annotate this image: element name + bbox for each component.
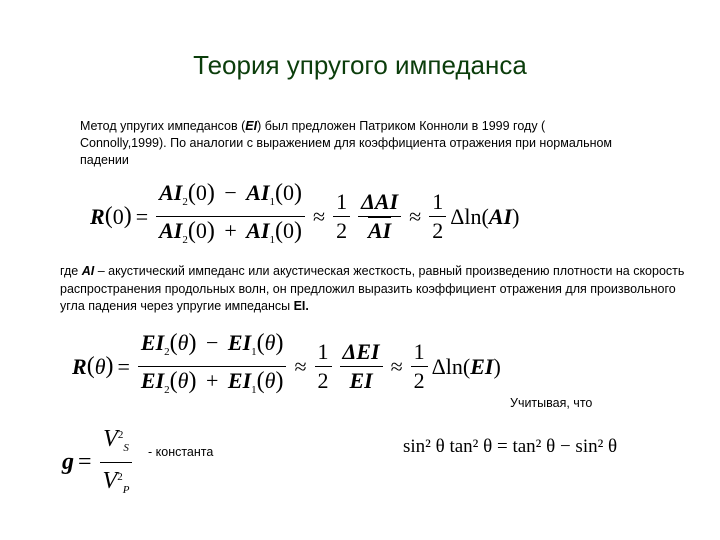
eq1-minus: − xyxy=(224,180,237,205)
eq1-ai-ln: AI xyxy=(488,203,513,229)
equation-normal-incidence: R ( 0 ) = $\frac{AI_2(0) - AI_1(0)}{AI_2(0) + AI_1(0)}$ ≈ $\frac{1}{2}$ $\frac{\text{ΔAI}}{AI}$ ≈ $\frac{1}{2}$ Δln( AI ) xyxy=(90,180,519,253)
eq1-ln: Δln( xyxy=(450,203,489,229)
eq1-main-fraction: $\frac{AI_2(0) - AI_1(0)}{AI_2(0) + AI_1(0)}$ xyxy=(156,180,305,253)
eq1-half-1 xyxy=(333,189,350,244)
eq1-sub-2: 2 xyxy=(182,196,188,208)
eq1-approx-2: ≈ xyxy=(409,203,422,229)
equation-trig-identity: sin² θ tan² θ = tan² θ − sin² θ xyxy=(403,436,618,457)
eq2-plus: + xyxy=(205,368,219,393)
eq1-equals: = xyxy=(135,203,149,229)
eq2-ln: Δln( xyxy=(431,353,471,379)
eq3-sq-num: 2 xyxy=(117,429,124,441)
intro-ei: EI xyxy=(245,119,258,133)
intro-paragraph xyxy=(80,118,620,169)
eq2-delta-fraction xyxy=(340,339,383,394)
eq1-zero-a: 0 xyxy=(195,180,207,205)
eq3-fraction xyxy=(100,422,133,503)
eq2-main-fraction: $\frac{EI_2(\theta) - EI_1(\theta)}{EI_2(\theta) + EI_1(\theta)}$ xyxy=(138,330,287,403)
eq2-den-sub-1: 1 xyxy=(251,384,257,396)
eq2-den-ei2: EI xyxy=(140,368,165,393)
eq1-zero-b: 0 xyxy=(283,180,295,205)
eq2-sub-1: 1 xyxy=(251,346,257,358)
eq1-den-sub-2: 2 xyxy=(182,234,188,246)
explain-text: – акустический импеданс или акустическая жесткость, равный произведению плотности на скорость распространения продольных волн, он предложил выразить коэффициент отражения для произвольного угла падения через упругие импедансы xyxy=(60,264,685,313)
explain-ei: EI. xyxy=(293,299,309,313)
eq1-ai2: AI xyxy=(159,180,183,205)
eq2-approx-1: ≈ xyxy=(294,353,307,379)
eq1-approx-1: ≈ xyxy=(313,203,326,229)
eq2-ei-bar: EI xyxy=(349,368,373,393)
eq2-sub-2: 2 xyxy=(164,346,170,358)
explain-ai: AI xyxy=(81,264,95,278)
eq1-den-zero-a: 0 xyxy=(195,218,207,243)
eq3-equals: = xyxy=(78,449,92,475)
eq1-one-b: 1 xyxy=(429,189,446,217)
eq1-two-b: 2 xyxy=(432,218,444,243)
eq3-sub-s: S xyxy=(123,442,129,454)
eq1-delta-ai: ΔAI xyxy=(358,189,401,217)
eq3-sq-den: 2 xyxy=(117,471,123,483)
eq2-ei-ln: EI xyxy=(470,353,494,379)
eq3-g: g xyxy=(62,449,74,475)
eq1-den-ai2: AI xyxy=(159,218,183,243)
eq2-lhs: R xyxy=(72,353,87,379)
eq2-equals: = xyxy=(117,353,130,379)
considering-label: Учитывая, что xyxy=(510,396,593,410)
eq2-theta-b: θ xyxy=(264,330,276,355)
eq1-delta-fraction xyxy=(358,189,401,244)
constant-label: - константа xyxy=(148,445,214,459)
eq1-den-ai1: AI xyxy=(246,218,270,243)
explanation-paragraph xyxy=(60,263,700,316)
eq2-minus: − xyxy=(205,330,219,355)
eq1-zero: 0 xyxy=(112,203,124,229)
eq1-den-zero-b: 0 xyxy=(283,218,295,243)
eq2-one-b: 1 xyxy=(411,339,428,367)
eq2-delta-ei: ΔEI xyxy=(340,339,383,367)
eq2-half-1 xyxy=(315,339,332,394)
eq1-sub-1: 1 xyxy=(269,196,276,208)
eq2-close: ) xyxy=(493,353,501,379)
eq1-ai-bar: AI xyxy=(368,218,392,243)
eq2-theta: θ xyxy=(94,353,106,379)
eq2-approx-2: ≈ xyxy=(390,353,403,379)
eq2-den-theta-a: θ xyxy=(177,368,189,393)
equation-elastic-impedance: R ( θ ) = $\frac{EI_2(\theta) - EI_1(\theta)}{EI_2(\theta) + EI_1(\theta)}$ ≈ $\frac{1}{2}$ $\frac{\text{ΔEI}}{EI}$ ≈ $\frac{1}{2}$ Δln( EI ) xyxy=(72,330,501,403)
eq2-half-2 xyxy=(411,339,428,394)
eq2-two-b: 2 xyxy=(413,368,425,393)
eq2-den-ei1: EI xyxy=(227,368,252,393)
eq1-ai1: AI xyxy=(246,180,270,205)
explain-prefix: где xyxy=(60,264,82,278)
eq2-one-a: 1 xyxy=(315,339,332,367)
eq2-theta-a: θ xyxy=(177,330,189,355)
eq1-two-a: 2 xyxy=(336,218,348,243)
slide-title: Теория упругого импеданса xyxy=(193,50,527,80)
eq1-half-2 xyxy=(429,189,446,244)
eq2-ei1: EI xyxy=(227,330,252,355)
eq2-ei2: EI xyxy=(140,330,165,355)
eq2-two-a: 2 xyxy=(317,368,329,393)
intro-part2: ) был предложен Патриком Конноли в 1999 году ( Connolly,1999). По аналогии с выражением для коэффициента отражения при нормальном падении xyxy=(80,119,613,167)
eq2-den-theta-b: θ xyxy=(264,368,276,393)
equation-g-ratio xyxy=(62,422,136,503)
eq1-one-a: 1 xyxy=(333,189,350,217)
eq1-den-sub-1: 1 xyxy=(269,234,276,246)
eq1-plus: + xyxy=(224,218,237,243)
eq3-v-num: V xyxy=(103,426,118,452)
eq2-den-sub-2: 2 xyxy=(164,384,170,396)
eq3-sub-p: P xyxy=(122,484,130,496)
eq1-close: ) xyxy=(512,203,520,229)
eq1-lhs: R xyxy=(90,203,105,229)
intro-part1: Метод упругих импедансов ( xyxy=(80,119,246,133)
eq3-v-den: V xyxy=(102,468,118,494)
